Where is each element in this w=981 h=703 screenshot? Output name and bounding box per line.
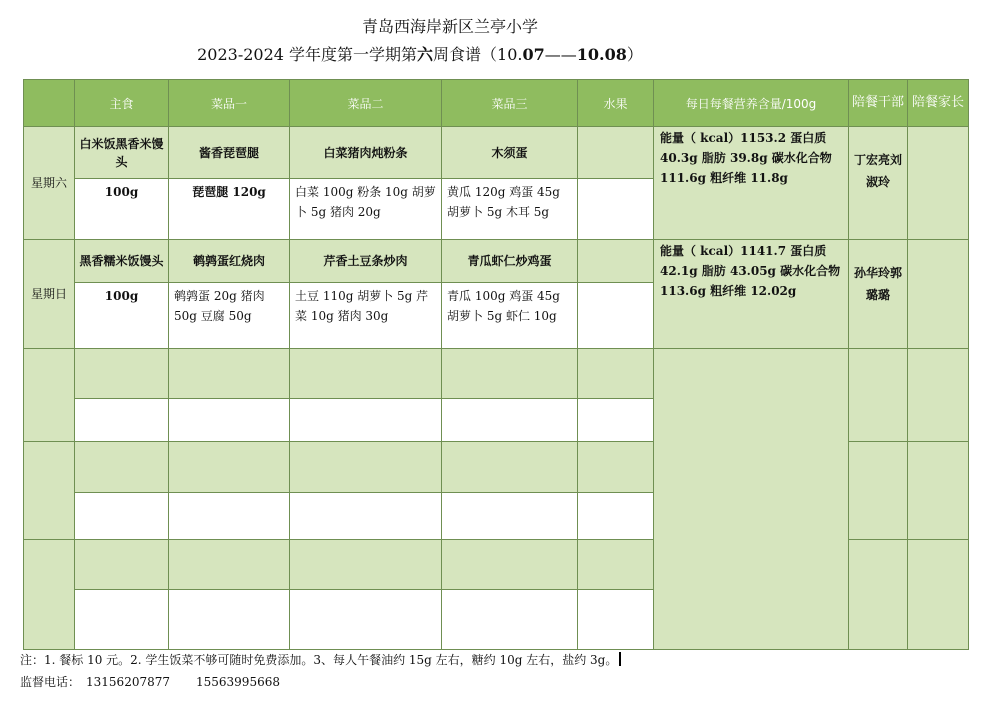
empty-cell <box>75 399 169 442</box>
empty-cell <box>442 540 578 590</box>
empty-cell <box>290 493 442 540</box>
menu-title: 2023-2024 学年度第一学期第六周食谱（10.07——10.08） <box>197 45 643 64</box>
dish2-amount: 土豆 110g 胡萝卜 5g 芹菜 10g 猪肉 30g <box>290 283 442 349</box>
dish3-amount: 黄瓜 120g 鸡蛋 45g 胡萝卜 5g 木耳 5g <box>442 179 578 240</box>
empty-cell <box>442 493 578 540</box>
empty-cell <box>849 540 908 650</box>
empty-cell <box>24 540 75 650</box>
empty-cell <box>578 540 654 590</box>
staff-cell: 丁宏亮刘淑玲 <box>849 127 908 240</box>
header-dish1: 菜品一 <box>169 80 290 127</box>
empty-cell <box>290 540 442 590</box>
header-staff: 陪餐干部 <box>849 80 908 127</box>
footnote: 注：1. 餐标 10 元。2. 学生饭菜不够可随时免费添加。3、每人午餐油约 15g 左右，糖约 10g 左右，盐约 3g。 <box>20 651 621 668</box>
text-cursor <box>619 652 621 666</box>
dish2-name: 白菜猪肉炖粉条 <box>290 127 442 179</box>
day-label: 星期日 <box>24 240 75 349</box>
empty-cell <box>75 540 169 590</box>
empty-cell <box>169 540 290 590</box>
header-staple: 主食 <box>75 80 169 127</box>
parent-cell <box>908 127 969 240</box>
table-row <box>24 127 969 179</box>
header-parent: 陪餐家长 <box>908 80 969 127</box>
dish1-name: 酱香琵琶腿 <box>169 127 290 179</box>
header-nutrition: 每日每餐营养含量/100g <box>654 80 849 127</box>
empty-cell <box>654 349 849 650</box>
empty-cell <box>75 349 169 399</box>
nutrition-cell: 能量（ kcal）1153.2 蛋白质 40.3g 脂肪 39.8g 碳水化合物 111.6g 粗纤维 11.8g <box>654 127 849 240</box>
empty-cell <box>908 349 969 442</box>
empty-cell <box>578 493 654 540</box>
nutrition-cell: 能量（ kcal）1141.7 蛋白质 42.1g 脂肪 43.05g 碳水化合物 113.6g 粗纤维 12.02g <box>654 240 849 349</box>
menu-table <box>23 79 969 650</box>
dish1-name: 鹌鹑蛋红烧肉 <box>169 240 290 283</box>
header-row <box>24 80 969 127</box>
dish1-amount: 琵琶腿 120g <box>169 179 290 240</box>
empty-cell <box>442 399 578 442</box>
table-row <box>24 349 969 399</box>
empty-cell <box>442 442 578 493</box>
fruit-cell <box>578 127 654 179</box>
dish3-name: 木须蛋 <box>442 127 578 179</box>
fruit-cell <box>578 240 654 283</box>
dish3-name: 青瓜虾仁炒鸡蛋 <box>442 240 578 283</box>
fruit-amount <box>578 179 654 240</box>
staple-amount: 100g <box>75 283 169 349</box>
empty-cell <box>290 399 442 442</box>
empty-cell <box>169 493 290 540</box>
empty-cell <box>75 590 169 650</box>
empty-cell <box>75 442 169 493</box>
empty-cell <box>578 349 654 399</box>
empty-cell <box>169 442 290 493</box>
header-day <box>24 80 75 127</box>
school-name: 青岛西海岸新区兰亭小学 <box>361 17 538 36</box>
table-row <box>24 240 969 283</box>
empty-cell <box>849 349 908 442</box>
empty-cell <box>169 349 290 399</box>
empty-cell <box>908 540 969 650</box>
header-dish3: 菜品三 <box>442 80 578 127</box>
dish2-name: 芹香土豆条炒肉 <box>290 240 442 283</box>
empty-cell <box>442 590 578 650</box>
staple-name: 黑香糯米饭馒头 <box>75 240 169 283</box>
empty-cell <box>290 349 442 399</box>
dish2-amount: 白菜 100g 粉条 10g 胡萝卜 5g 猪肉 20g <box>290 179 442 240</box>
empty-cell <box>24 442 75 540</box>
empty-cell <box>290 590 442 650</box>
staff-cell: 孙华玲郭璐璐 <box>849 240 908 349</box>
empty-cell <box>169 590 290 650</box>
dish1-amount: 鹌鹑蛋 20g 猪肉 50g 豆腐 50g <box>169 283 290 349</box>
dish3-amount: 青瓜 100g 鸡蛋 45g 胡萝卜 5g 虾仁 10g <box>442 283 578 349</box>
empty-cell <box>578 590 654 650</box>
empty-cell <box>578 442 654 493</box>
supervision-phone <box>20 673 286 690</box>
phone-number-2: 15563995668 <box>196 675 280 689</box>
empty-cell <box>75 493 169 540</box>
phone-number-1: 13156207877 <box>86 675 170 689</box>
empty-cell <box>169 399 290 442</box>
fruit-amount <box>578 283 654 349</box>
empty-cell <box>578 399 654 442</box>
empty-cell <box>442 349 578 399</box>
phone-label: 监督电话： <box>20 675 81 689</box>
parent-cell <box>908 240 969 349</box>
empty-cell <box>290 442 442 493</box>
empty-cell <box>908 442 969 540</box>
day-label: 星期六 <box>24 127 75 240</box>
staple-name: 白米饭黑香米馒头 <box>75 127 169 179</box>
empty-cell <box>24 349 75 442</box>
header-dish2: 菜品二 <box>290 80 442 127</box>
staple-amount: 100g <box>75 179 169 240</box>
empty-cell <box>849 442 908 540</box>
header-fruit: 水果 <box>578 80 654 127</box>
